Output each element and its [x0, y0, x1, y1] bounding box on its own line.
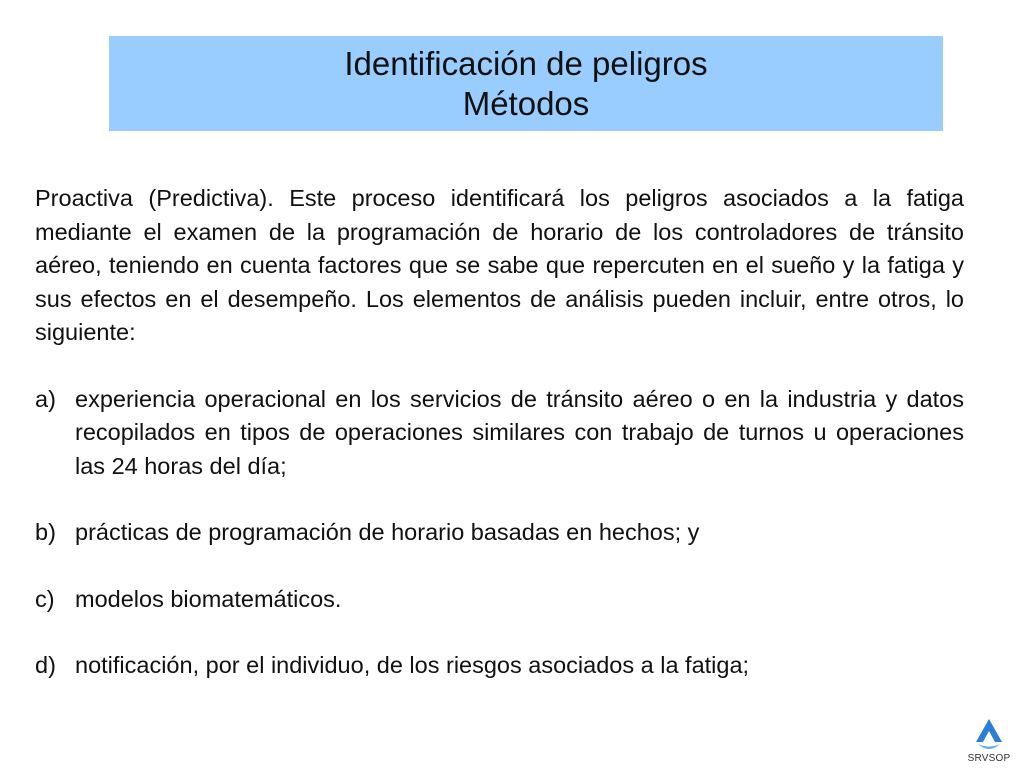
list-marker: d)	[35, 652, 56, 678]
list-item	[35, 383, 964, 484]
list-item-text: prácticas de programación de horario basadas en hechos; y	[75, 519, 700, 545]
srvsop-logo	[962, 718, 1016, 766]
list-item-text: experiencia operacional en los servicios de tránsito aéreo o en la industria y datos recopilados en tipos de operaciones similares con trabajo de turnos u operaciones las 24 horas del día;	[75, 385, 964, 479]
intro-paragraph: Proactiva (Predictiva). Este proceso identificará los peligros asociados a la fatiga mediante el examen de la programación de horario de los controladores de tránsito aéreo, teniendo en cuenta factores que se sabe que repercuten en el sueño y la fatiga y sus efectos en el desempeño. Los elementos de análisis pueden incluir, entre otros, lo siguiente:	[35, 185, 964, 345]
srvsop-logo-icon	[974, 718, 1004, 752]
list-item-text: modelos biomatemáticos.	[75, 585, 342, 612]
methods-list	[35, 383, 964, 683]
list-item	[35, 583, 964, 617]
slide-body	[35, 182, 964, 683]
list-marker: b)	[35, 519, 56, 545]
title-line-1: Identificación de peligros	[344, 45, 708, 82]
list-marker: a)	[35, 385, 56, 412]
list-marker: c)	[35, 585, 55, 612]
list-item	[35, 649, 964, 683]
logo-label: SRVSOP	[967, 753, 1011, 764]
title-line-2: Métodos	[462, 85, 590, 122]
title-banner	[109, 36, 943, 131]
list-item-text: notificación, por el individuo, de los riesgos asociados a la fatiga;	[75, 652, 750, 678]
list-item	[35, 516, 964, 550]
